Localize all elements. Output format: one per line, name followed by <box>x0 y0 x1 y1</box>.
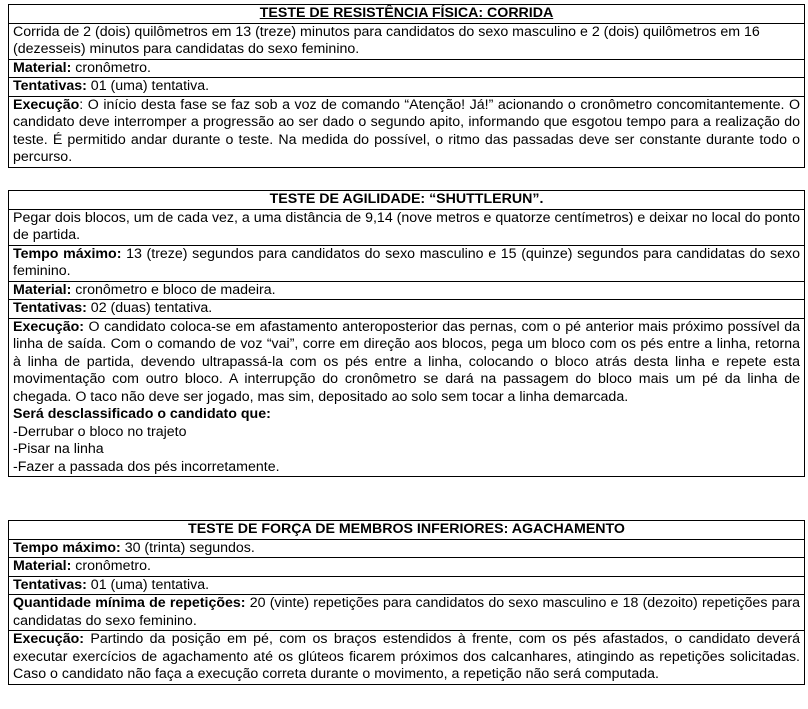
corrida-title-cell <box>9 5 805 24</box>
agachamento-material: Material: cronômetro. <box>9 558 805 577</box>
desclass-item: -Fazer a passada dos pés incorretamente. <box>13 458 280 475</box>
shuttlerun-title: TESTE DE AGILIDADE: “SHUTTLERUN” <box>269 191 540 207</box>
corrida-description: Corrida de 2 (dois) quilômetros em 13 (treze) minutos para candidatos do sexo masculino e 2 (dois) quilômetros em 16 (dezesseis) minutos para candidatas do sexo feminino. <box>9 23 805 59</box>
corrida-tentativas: Tentativas: 01 (uma) tentativa. <box>9 78 805 97</box>
agachamento-title-cell <box>9 521 805 540</box>
table-shuttlerun <box>8 190 805 477</box>
corrida-title: TESTE DE RESISTÊNCIA FÍSICA: CORRIDA <box>259 5 554 21</box>
table-agachamento <box>8 520 805 685</box>
agachamento-tentativas: Tentativas: 01 (uma) tentativa. <box>9 576 805 595</box>
table-corrida <box>8 4 805 168</box>
desclass-heading: Será desclassificado o candidato que: <box>13 406 271 422</box>
shuttlerun-title-cell: TESTE DE AGILIDADE: “SHUTTLERUN”. <box>9 191 805 210</box>
corrida-execucao: Execução: O início desta fase se faz sob a voz de comando “Atenção! Já!” acionando o cronômetro concomitantemente. O candidato deve interromper a progressão ao ser dado o segundo apito, informando que esgotou tempo para a realização do teste. É permitido andar durante o teste. Na medida do possível, o ritmo das passadas deve ser constante durante todo o percurso. <box>9 96 805 167</box>
desclass-item: -Pisar na linha <box>13 441 104 457</box>
agachamento-title: TESTE DE FORÇA DE MEMBROS INFERIORES: AGACHAMENTO <box>188 521 625 537</box>
corrida-material: Material: cronômetro. <box>9 59 805 78</box>
agachamento-quantidade: Quantidade mínima de repetições: 20 (vinte) repetições para candidatos do sexo masculino e 18 (dezoito) repetições para candidatas do sexo feminino. <box>9 595 805 631</box>
shuttlerun-execucao: Execução: O candidato coloca-se em afastamento anteroposterior das pernas, com o pé anterior mais próximo possível da linha de saída. Com o comando de voz “vai”, corre em direção aos blocos, pega um bloco com os pés entre a linha, retorna à linha de partida, devendo ultrapassá-la com os pés entre a linha, colocando o bloco atrás desta linha e repete esta movimentação com outro bloco. A interrupção do cronômetro se dará na passagem do bloco mais um pé da linha de chegada. O taco não deve ser jogado, mas sim, depositado ao solo sem tocar a linha demarcada. Será desclassificado o candidato que: -Derrubar o bloco no trajeto -Pisar na linha -Fazer a passada dos pés incorretamente. <box>9 318 805 477</box>
shuttlerun-description: Pegar dois blocos, um de cada vez, a uma distância de 9,14 (nove metros e quatorze centímetros) e deixar no local do ponto de partida. <box>9 209 805 245</box>
desclass-item: -Derrubar o bloco no trajeto <box>13 423 187 440</box>
shuttlerun-material: Material: cronômetro e bloco de madeira. <box>9 281 805 300</box>
shuttlerun-tentativas: Tentativas: 02 (duas) tentativa. <box>9 300 805 319</box>
agachamento-tempo: Tempo máximo: 30 (trinta) segundos. <box>9 539 805 558</box>
agachamento-execucao: Execução: Partindo da posição em pé, com os braços estendidos à frente, com os pés afastados, o candidato deverá executar exercícios de agachamento até os glúteos ficarem próximos dos calcanhares, atingindo as repetições solicitadas. Caso o candidato não faça a execução correta durante o movimento, a repetição não será computada. <box>9 631 805 685</box>
shuttlerun-tempo: Tempo máximo: 13 (treze) segundos para candidatos do sexo masculino e 15 (quinze) segundos para candidatas do sexo feminino. <box>9 245 805 281</box>
